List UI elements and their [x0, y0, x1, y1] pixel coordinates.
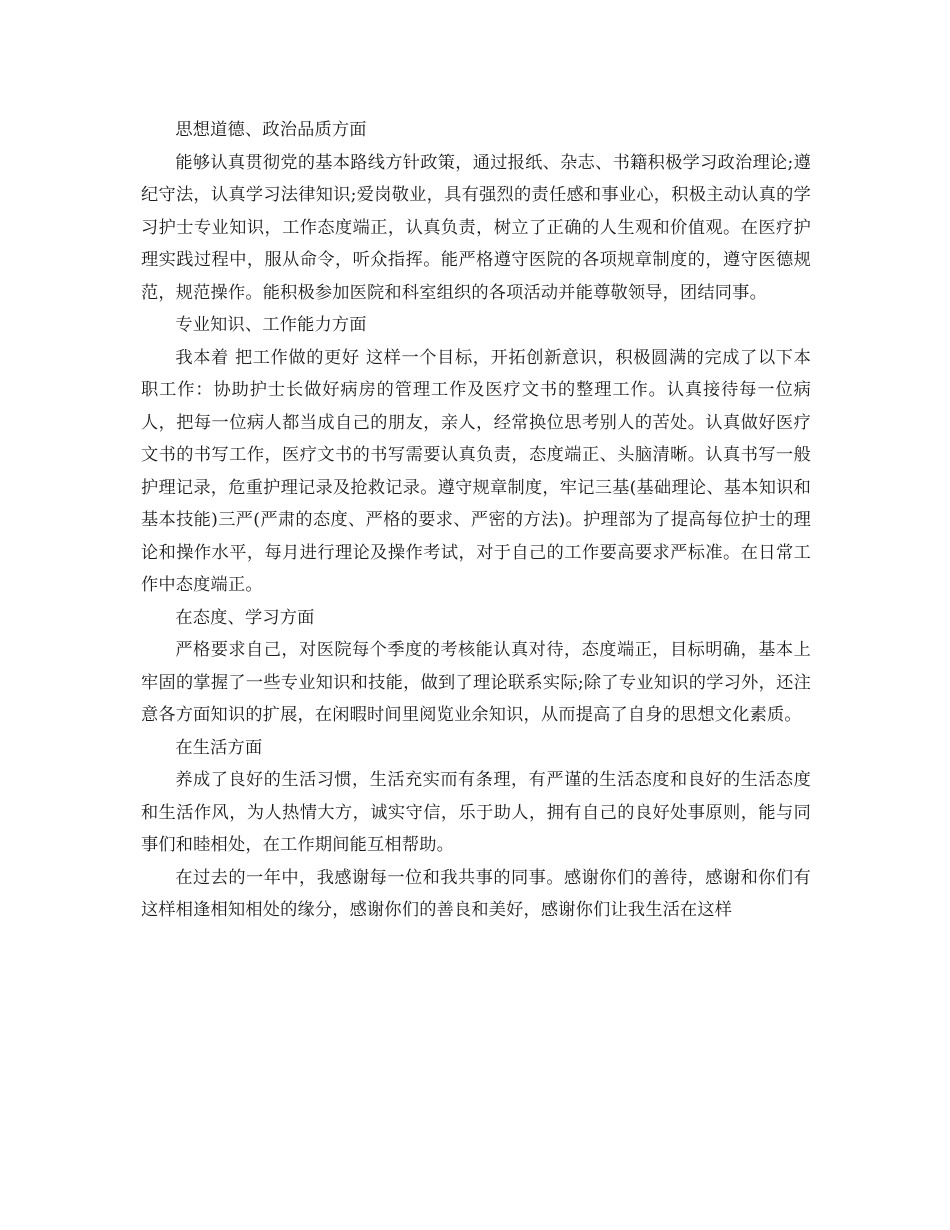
closing-paragraph: 在过去的一年中，我感谢每一位和我共事的同事。感谢你们的善待，感谢和你们有这样相逢相知相处的缘分，感谢你们的善良和美好，感谢你们让我生活在这样 [141, 867, 811, 920]
section-paragraph-professional: 我本着 把工作做的更好 这样一个目标，开拓创新意识，积极圆满的完成了以下本职工作：协助护士长做好病房的管理工作及医疗文书的整理工作。认真接待每一位病人，把每一位病人都当成自己的朋友，亲人，经常换位思考别人的苦处。认真做好医疗文书的书写工作，医疗文书的书写需要认真负责，态度端正、头脑清晰。认真书写一般护理记录，危重护理记录及抢救记录。遵守规章制度，牢记三基(基础理论、基本知识和基本技能)三严(严肃的态度、严格的要求、严密的方法)。护理部为了提高每位护士的理论和操作水平，每月进行理论及操作考试，对于自己的工作要高要求严标准。在日常工作中态度端正。 [141, 347, 811, 595]
section-paragraph-ethics: 能够认真贯彻党的基本路线方针政策，通过报纸、杂志、书籍积极学习政治理论;遵纪守法，认真学习法律知识;爱岗敬业，具有强烈的责任感和事业心，积极主动认真的学习护士专业知识，工作态度端正，认真负责，树立了正确的人生观和价值观。在医疗护理实践过程中，服从命令，听众指挥。能严格遵守医院的各项规章制度的，遵守医德规范，规范操作。能积极参加医院和科室组织的各项活动并能尊敬领导，团结同事。 [141, 152, 811, 303]
section-paragraph-life: 养成了良好的生活习惯，生活充实而有条理，有严谨的生活态度和良好的生活态度和生活作风，为人热情大方，诚实守信，乐于助人，拥有自己的良好处事原则，能与同事们和睦相处，在工作期间能互相帮助。 [141, 770, 811, 855]
section-paragraph-attitude: 严格要求自己，对医院每个季度的考核能认真对待，态度端正，目标明确，基本上牢固的掌握了一些专业知识和技能，做到了理论联系实际;除了专业知识的学习外，还注意各方面知识的扩展，在闲暇时间里阅览业余知识，从而提高了自身的思想文化素质。 [141, 640, 811, 725]
section-heading-life: 在生活方面 [175, 737, 263, 758]
section-heading-ethics: 思想道德、政治品质方面 [175, 120, 367, 140]
section-heading-attitude: 在态度、学习方面 [175, 607, 315, 628]
document-body [141, 114, 811, 927]
section-heading-professional: 专业知识、工作能力方面 [175, 315, 367, 335]
